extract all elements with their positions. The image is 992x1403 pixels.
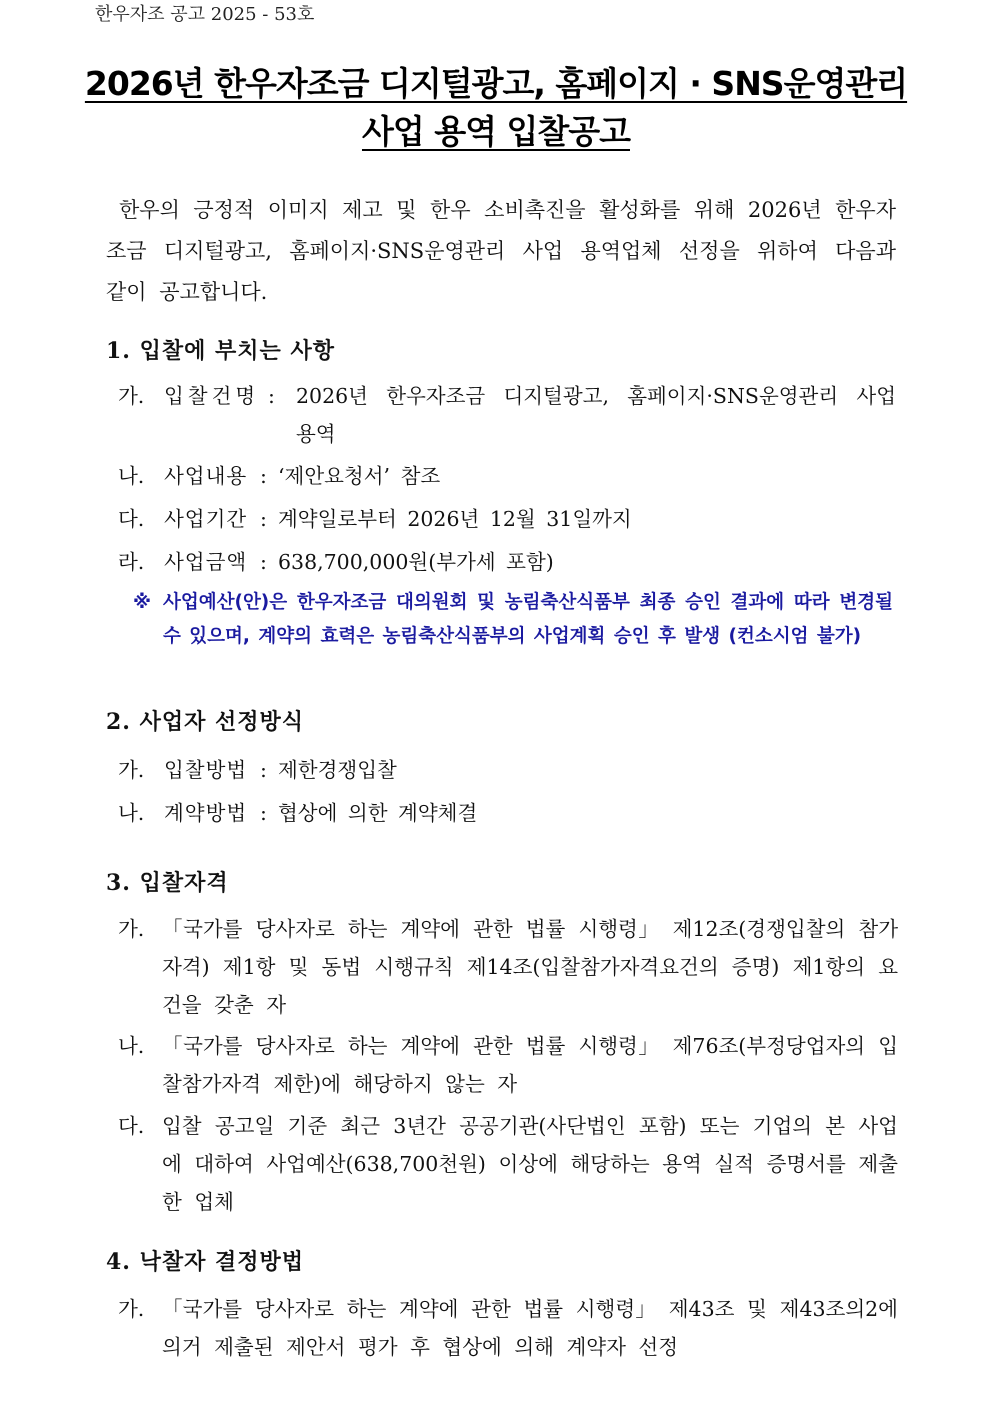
item-text: 「국가를 당사자로 하는 계약에 관한 법률 시행령」 제12조(경쟁입찰의 참가자격) 제1항 및 동법 시행규칙 제14조(입찰참가자격요건의 증명) 제1항의 요건을 갖춘 자 <box>162 917 898 1017</box>
item-marker: 라. <box>118 550 145 574</box>
item-label: 입찰건명 <box>164 384 260 408</box>
section-heading-3: 3. 입찰자격 <box>106 870 229 896</box>
item-marker: 나. <box>118 464 145 488</box>
item-value: 계약일로부터 2026년 12월 31일까지 <box>278 507 632 531</box>
item-colon: : <box>268 384 275 408</box>
item-colon: : <box>260 801 267 825</box>
item-marker: 가. <box>118 758 145 782</box>
item-value: 제한경쟁입찰 <box>278 758 397 782</box>
list-item-budget <box>118 543 898 581</box>
intro-paragraph: 한우의 긍정적 이미지 제고 및 한우 소비촉진을 활성화를 위해 2026년 한우자조금 디지털광고, 홈페이지·SNS운영관리 사업 용역업체 선정을 위하여 다음과 같이 공고합니다. <box>106 198 896 304</box>
item-marker: 가. <box>118 384 145 408</box>
item-marker: 다. <box>118 1114 145 1138</box>
section-heading-1: 1. 입찰에 부치는 사항 <box>106 338 335 364</box>
item-value: 협상에 의한 계약체결 <box>278 801 478 825</box>
item-marker: 나. <box>118 801 145 825</box>
document-number: 한우자조 공고 2025 - 53호 <box>95 4 315 25</box>
item-marker: 다. <box>118 507 145 531</box>
page-title-line-1: 2026년 한우자조금 디지털광고, 홈페이지 · SNS운영관리 <box>84 64 908 103</box>
item-value: 638,700,000원(부가세 포함) <box>278 550 554 574</box>
item-label: 사업금액 <box>164 550 248 574</box>
item-marker: 나. <box>118 1034 145 1058</box>
item-text: 「국가를 당사자로 하는 계약에 관한 법률 시행령」 제76조(부정당업자의 입찰참가자격 제한)에 해당하지 않는 자 <box>162 1034 898 1096</box>
section-heading-4: 4. 낙찰자 결정방법 <box>106 1249 305 1275</box>
item-label: 사업내용 <box>164 464 248 488</box>
section-heading-2: 2. 사업자 선정방식 <box>106 709 305 735</box>
item-label: 사업기간 <box>164 507 248 531</box>
list-item-qualification-3 <box>118 1107 898 1221</box>
list-item-award-method <box>118 1290 898 1366</box>
budget-note <box>133 586 893 654</box>
item-colon: : <box>260 464 267 488</box>
item-label: 입찰방법 <box>164 758 248 782</box>
item-colon: : <box>260 550 267 574</box>
list-item-period <box>118 500 898 538</box>
item-label: 계약방법 <box>164 801 248 825</box>
list-item-content <box>118 457 898 495</box>
item-marker: 가. <box>118 1297 145 1321</box>
item-colon: : <box>260 507 267 531</box>
item-colon: : <box>260 758 267 782</box>
page-title-line-2: 사업 용역 입찰공고 <box>361 112 630 151</box>
list-item-title <box>118 377 898 457</box>
list-item-bid-method <box>118 751 898 789</box>
item-value: ‘제안요청서’ 참조 <box>278 464 441 488</box>
item-value: 2026년 한우자조금 디지털광고, 홈페이지·SNS운영관리 사업 용역 <box>296 384 896 446</box>
item-text: 입찰 공고일 기준 최근 3년간 공공기관(사단법인 포함) 또는 기업의 본 사업에 대하여 사업예산(638,700천원) 이상에 해당하는 용역 실적 증명서를 제출한 업체 <box>162 1114 898 1214</box>
list-item-qualification-2 <box>118 1027 898 1103</box>
item-text: 「국가를 당사자로 하는 계약에 관한 법률 시행령」 제43조 및 제43조의2에 의거 제출된 제안서 평가 후 협상에 의해 계약자 선정 <box>162 1297 898 1359</box>
list-item-contract-method <box>118 794 898 832</box>
note-marker: ※ <box>133 592 151 613</box>
list-item-qualification-1 <box>118 910 898 1024</box>
note-text: 사업예산(안)은 한우자조금 대의원회 및 농림축산식품부 최종 승인 결과에 따라 변경될 수 있으며, 계약의 효력은 농림축산식품부의 사업계획 승인 후 발생 (컨소시엄 불가) <box>163 592 893 647</box>
item-marker: 가. <box>118 917 145 941</box>
